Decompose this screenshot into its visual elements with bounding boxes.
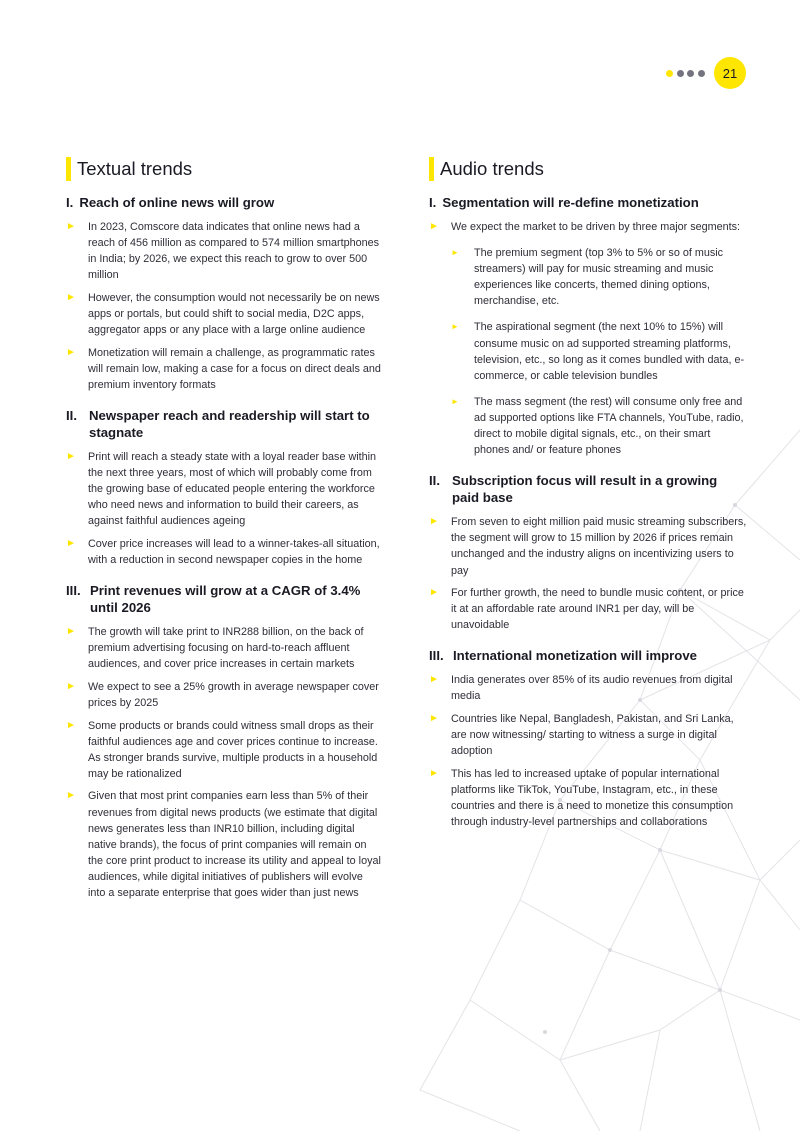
list-item — [429, 766, 747, 830]
arrow-bullet-icon: ► — [429, 587, 439, 599]
list-item — [66, 290, 382, 338]
arrow-bullet-icon: ► — [66, 790, 76, 802]
sub-bullet-list — [451, 245, 747, 458]
sub-list-item — [451, 319, 747, 383]
arrow-bullet-icon: ► — [451, 322, 459, 332]
list-item — [66, 449, 382, 529]
list-item — [429, 711, 747, 759]
arrow-bullet-icon: ► — [66, 221, 76, 232]
textual-trends-heading — [66, 157, 382, 181]
dot-icon — [677, 70, 684, 77]
textual-trends-column — [66, 157, 382, 908]
arrow-bullet-icon: ► — [66, 450, 76, 462]
subheading-number: II. — [66, 407, 77, 423]
arrow-bullet-icon: ► — [429, 767, 439, 779]
list-item — [66, 536, 382, 568]
subheading — [429, 472, 747, 506]
page-header — [666, 57, 746, 89]
list-item-text: Print will reach a steady state with a loyal reader base within the next three years, most of which will probably come from the growing base of educated people entering the workforce who need news and information to build their careers, as against faithful audiences ageing — [88, 450, 377, 528]
subheading-number: I. — [66, 195, 74, 210]
arrow-bullet-icon: ► — [66, 626, 76, 638]
subheading — [66, 407, 382, 441]
list-item — [66, 679, 382, 711]
subheading-text: Subscription focus will result in a growing paid base — [452, 473, 718, 506]
list-item-text: From seven to eight million paid music streaming subscribers, the segment will grow to 15 million by 2026 if prices remain unchanged and the industry aligns on incentivizing users to pay — [451, 516, 747, 577]
list-item-text: However, the consumption would not necessarily be on news apps or portals, but could shift to social media, D2C apps, aggregator apps or any place with a large online audience — [88, 291, 380, 337]
subheading — [429, 647, 747, 664]
arrow-bullet-icon: ► — [66, 719, 76, 731]
dot-icon — [666, 70, 673, 77]
title-accent-bar — [66, 157, 71, 181]
list-item-text: The mass segment (the rest) will consume only free and ad supported options like FTA channels, YouTube, radio, direct to mobile digital signals, etc., on their smart phones and/ or feature phones — [474, 395, 744, 457]
list-item-text: This has led to increased uptake of popular international platforms like TikTok, YouTube, Instagram, etc., in these countries and there is a need to monetize this consumption through industry-level partnerships and collaborations — [451, 767, 734, 829]
list-item-text: For further growth, the need to bundle music content, or price it at an affordable rate around INR1 per day, will be unavoidable — [451, 587, 744, 632]
dot-icon — [698, 70, 705, 77]
subheading-text: Reach of online news will grow — [79, 195, 275, 210]
subheading-text: Segmentation will re-define monetization — [442, 195, 699, 210]
audio-trends-column — [429, 157, 747, 837]
list-item-text: The premium segment (top 3% to 5% or so of music streamers) will pay for music streaming and music experiences like concerts, themed dining options, merchandise, etc. — [474, 247, 724, 308]
list-item-text: India generates over 85% of its audio revenues from digital media — [451, 674, 733, 703]
list-item-text: Some products or brands could witness small drops as their faithful audiences age and cover prices continue to increase. As stronger brands survive, multiple products in a household may be rationalized — [88, 719, 378, 780]
list-item — [66, 624, 382, 672]
subheading-number: III. — [429, 648, 444, 664]
list-item — [66, 219, 382, 283]
arrow-bullet-icon: ► — [429, 516, 439, 528]
bullet-list — [66, 624, 382, 901]
arrow-bullet-icon: ► — [66, 537, 76, 549]
subheading-text: Newspaper reach and readership will start to stagnate — [89, 407, 370, 440]
subheading-number: I. — [429, 195, 437, 210]
subheading-text: Print revenues will grow at a CAGR of 3.4% until 2026 — [90, 583, 361, 616]
arrow-bullet-icon: ► — [66, 346, 76, 358]
progress-dots — [666, 70, 708, 77]
list-item-text: Given that most print companies earn less than 5% of their revenues from digital news products (we estimate that digital news generates less than INR10 billion, including digital native brands), the focus of print companies will remain on the core print product to increase its utility and appeal to loyal audiences, while digital initiatives of publishers will evolve into a separate enterprise that goes wider than just news — [88, 790, 381, 899]
list-item — [429, 672, 747, 704]
subheading-text: International monetization will improve — [453, 648, 697, 664]
list-item — [429, 585, 747, 633]
list-item-text: Monetization will remain a challenge, as programmatic rates will remain low, making a case for a focus on direct deals and premium inventory formats — [88, 346, 381, 391]
bullet-list — [66, 219, 382, 393]
list-item-text: In 2023, Comscore data indicates that online news had a reach of 456 million as compared to 574 million smartphones in India; by 2026, we expect this reach to grow to over 500 million — [88, 221, 380, 282]
list-item — [429, 514, 747, 578]
bullet-list — [429, 219, 747, 458]
arrow-bullet-icon: ► — [66, 291, 76, 303]
bullet-list — [429, 514, 747, 633]
subheading — [429, 194, 747, 211]
sub-list-item — [451, 394, 747, 458]
arrow-bullet-icon: ► — [66, 680, 76, 692]
list-item-text: We expect to see a 25% growth in average newspaper cover prices by 2025 — [88, 680, 379, 709]
dot-icon — [687, 70, 694, 77]
bullet-list — [66, 449, 382, 568]
bullet-list — [429, 672, 747, 830]
page-number: 21 — [714, 57, 746, 89]
list-item — [66, 788, 382, 901]
list-item-text: We expect the market to be driven by three major segments: — [451, 221, 741, 233]
section-title-text: Audio trends — [440, 158, 544, 179]
arrow-bullet-icon: ► — [451, 248, 459, 258]
section-title-text: Textual trends — [77, 158, 193, 179]
arrow-bullet-icon: ► — [429, 221, 439, 232]
list-item-text: The growth will take print to INR288 billion, on the back of premium advertising focusing on hard-to-reach affluent audiences, and cover price increases in certain markets — [88, 626, 364, 671]
list-item — [66, 345, 382, 393]
arrow-bullet-icon: ► — [451, 396, 459, 406]
list-item — [66, 718, 382, 782]
sub-list-item — [451, 245, 747, 309]
list-item-text: Cover price increases will lead to a winner-takes-all situation, with a reduction in second newspaper copies in the home — [88, 537, 380, 566]
subheading — [66, 194, 382, 211]
subheading-number: II. — [429, 473, 440, 489]
subheading-number: III. — [66, 583, 81, 599]
audio-trends-heading — [429, 157, 747, 181]
subheading — [66, 582, 382, 616]
list-item-text: Countries like Nepal, Bangladesh, Pakistan, and Sri Lanka, are now witnessing/ starting to witness a surge in digital adoption — [451, 713, 734, 758]
title-accent-bar — [429, 157, 434, 181]
list-item — [429, 219, 747, 458]
arrow-bullet-icon: ► — [429, 674, 439, 686]
list-item-text: The aspirational segment (the next 10% to 15%) will consume music on ad supported streaming platforms, television, etc., so long as it comes bundled with data, e-commerce, or cable television bundles — [474, 321, 745, 382]
arrow-bullet-icon: ► — [429, 713, 439, 725]
